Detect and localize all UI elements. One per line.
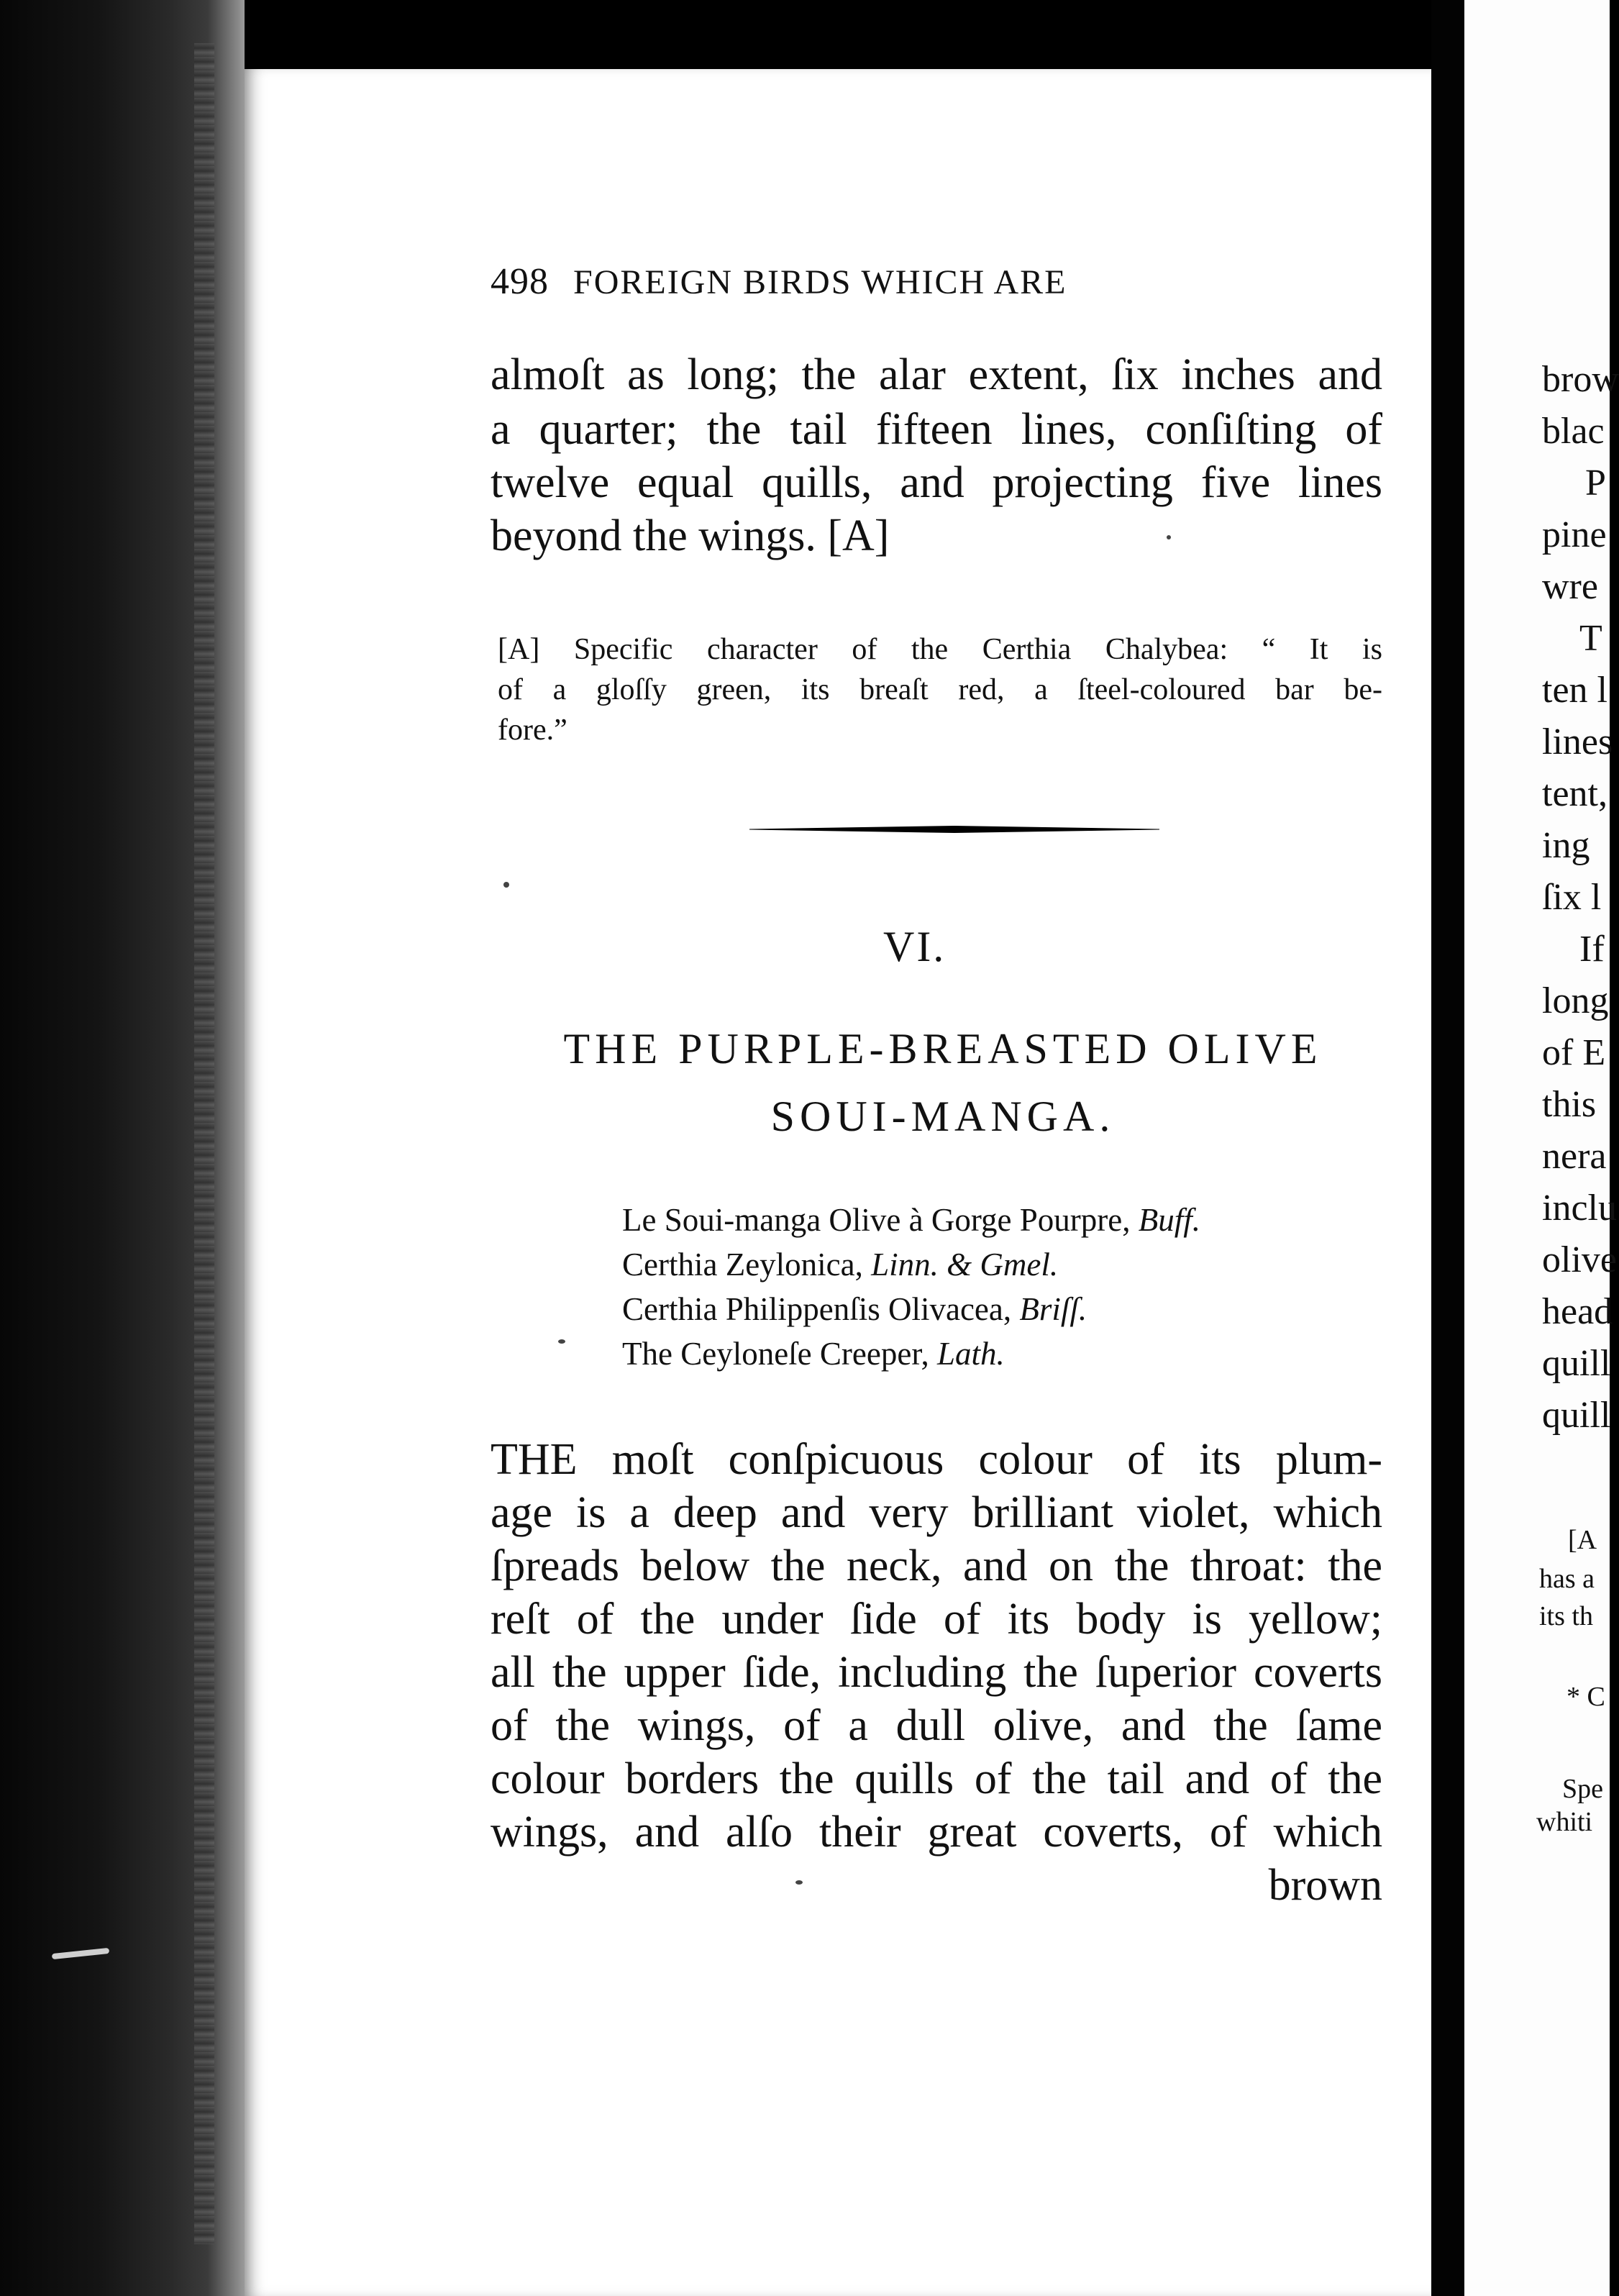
footnote-line: fore.” [498, 714, 567, 747]
catchword: brown [1268, 1861, 1382, 1910]
ink-speck [795, 1880, 803, 1885]
binding-texture [194, 43, 214, 2244]
section-title-line: THE PURPLE-BREASTED OLIVE [563, 1025, 1323, 1072]
adjacent-page-line: blac [1542, 411, 1605, 452]
adjacent-page-line: long [1542, 980, 1609, 1021]
synonym-name: Certhia Philippenſis Olivacea, [622, 1291, 1012, 1327]
body-line: age is a deep and very brilliant violet, which [491, 1488, 1382, 1537]
ink-speck [503, 882, 509, 888]
adjacent-page-line: olive [1542, 1239, 1617, 1280]
body-line: all the upper ſide, including the ſuperior coverts [491, 1648, 1382, 1697]
adjacent-page-line: inclu [1542, 1188, 1617, 1229]
adjacent-page-line: ing [1542, 825, 1590, 866]
footnote-text: [A] Specific character of the Certhia Chalybea: “ It is [498, 633, 1382, 666]
adjacent-page-note: has a [1539, 1564, 1595, 1594]
synonym-line [622, 1293, 1087, 1326]
adjacent-page-note: [A [1568, 1525, 1597, 1555]
body-line: of the wings, of a dull olive, and the ſame [491, 1701, 1382, 1750]
running-title: FOREIGN BIRDS WHICH ARE [573, 263, 1067, 301]
adjacent-page-line: quill [1542, 1395, 1611, 1436]
adjacent-page-line: nera [1542, 1136, 1607, 1177]
book-binding [0, 0, 245, 2296]
adjacent-page-line: wre [1542, 566, 1598, 607]
synonym-authority: Lath. [937, 1336, 1005, 1372]
continuation-line: twelve equal quills, and projecting five lines [491, 458, 1382, 507]
adjacent-page-line: lines [1542, 721, 1613, 762]
synonym-name: The Ceyloneſe Creeper, [622, 1336, 929, 1372]
adjacent-page-line: quill [1542, 1343, 1611, 1384]
ink-speck [558, 1339, 565, 1344]
synonym-name: Certhia Zeylonica, [622, 1247, 863, 1283]
body-line: THE moſt conſpicuous colour of its plum- [491, 1435, 1382, 1484]
adjacent-page-line: this [1542, 1084, 1597, 1125]
synonym-line [622, 1204, 1200, 1236]
body-line: reſt of the under ſide of its body is yellow; [491, 1595, 1382, 1644]
adjacent-page-note: its th [1539, 1601, 1593, 1631]
adjacent-page-line: tent, [1542, 773, 1607, 814]
synonym-line [622, 1249, 1058, 1281]
footnote-line [498, 634, 1382, 665]
adjacent-page-line: pine [1542, 514, 1607, 555]
page-sheet [245, 69, 1431, 2296]
adjacent-page-line: brow [1542, 359, 1619, 400]
gutter-shadow [1431, 0, 1464, 2296]
adjacent-page-note: whiti [1536, 1807, 1593, 1837]
body-line: wings, and alſo their great coverts, of which [491, 1808, 1382, 1857]
adjacent-page-line: ſix l [1542, 877, 1602, 918]
synonym-authority: Linn. & Gmel. [871, 1247, 1059, 1283]
adjacent-page-line: P [1585, 463, 1606, 504]
section-title-line: SOUI-MANGA. [770, 1093, 1116, 1140]
adjacent-page-line: ten l [1542, 670, 1607, 711]
continuation-line: a quarter; the tail fifteen lines, conſiſting of [491, 405, 1382, 454]
binding-mark [52, 1948, 109, 1959]
footnote-line: of a gloſſy green, its breaſt red, a ſteel-coloured bar be- [498, 673, 1382, 706]
continuation-line: almoſt as long; the alar extent, ſix inches and [491, 350, 1382, 399]
ink-speck [1167, 535, 1171, 539]
adjacent-page-line: If [1579, 929, 1605, 970]
adjacent-page-line: of E [1542, 1032, 1606, 1073]
page-number: 498 [491, 261, 549, 302]
adjacent-page-line: T [1579, 618, 1602, 659]
synonym-authority: Briſſ. [1019, 1291, 1087, 1327]
synonym-line [622, 1338, 1005, 1370]
section-number: VI. [883, 923, 947, 970]
synonym-authority: Buff. [1138, 1202, 1200, 1238]
running-head [491, 260, 1067, 303]
continuation-line: beyond the wings. [A] [491, 511, 890, 560]
adjacent-page-note: Spe [1562, 1774, 1603, 1804]
synonym-name: Le Soui-manga Olive à Gorge Pourpre, [622, 1202, 1131, 1238]
adjacent-page-line: head [1542, 1291, 1613, 1332]
body-line: colour borders the quills of the tail and of the [491, 1754, 1382, 1803]
body-line: ſpreads below the neck, and on the throat: the [491, 1541, 1382, 1590]
adjacent-page-note: * C [1566, 1682, 1605, 1712]
adjacent-page [1464, 0, 1619, 2296]
